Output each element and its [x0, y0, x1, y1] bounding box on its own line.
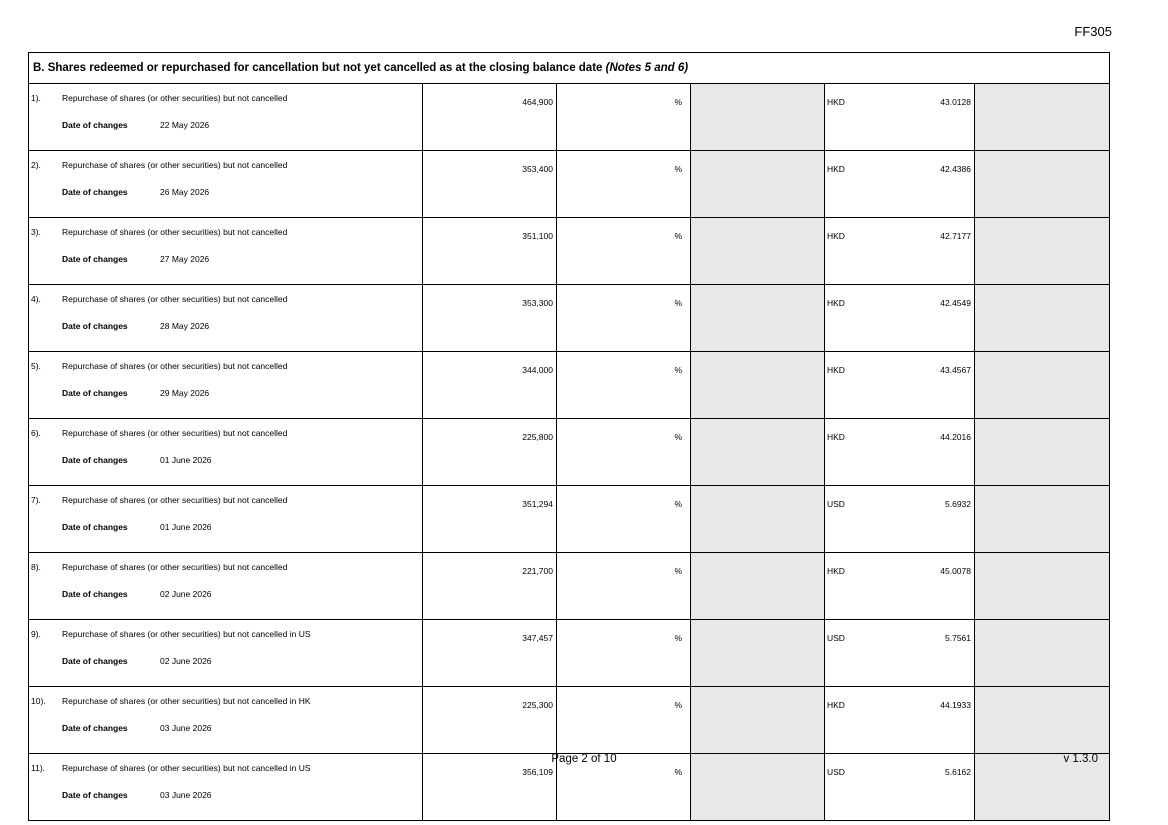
percent-cell [557, 84, 691, 151]
date-of-changes-label: Date of changes [62, 522, 128, 532]
row-number: 7). [31, 495, 41, 505]
date-of-changes-value: 27 May 2026 [160, 254, 210, 264]
table-row [29, 553, 1110, 620]
date-of-changes-label: Date of changes [62, 790, 128, 800]
date-of-changes-label: Date of changes [62, 455, 128, 465]
percent-cell [557, 151, 691, 218]
table-row [29, 486, 1110, 553]
price-value: 42.4549 [940, 298, 971, 308]
date-of-changes-label: Date of changes [62, 187, 128, 197]
shaded-cell [691, 486, 825, 553]
price-cell [825, 687, 975, 754]
shaded-cell [691, 84, 825, 151]
percent-symbol: % [674, 633, 682, 643]
price-cell [825, 352, 975, 419]
shares-cell [423, 151, 557, 218]
row-number: 1). [31, 93, 41, 103]
row-description: Repurchase of shares (or other securities) but not cancelled [62, 93, 288, 103]
shares-value: 351,294 [522, 499, 553, 509]
percent-cell [557, 486, 691, 553]
section-title [29, 53, 1110, 84]
row-description: Repurchase of shares (or other securities) but not cancelled [62, 361, 288, 371]
row-description: Repurchase of shares (or other securities) but not cancelled [62, 294, 288, 304]
date-of-changes-value: 29 May 2026 [160, 388, 210, 398]
percent-cell [557, 620, 691, 687]
percent-symbol: % [674, 432, 682, 442]
shaded-cell-end [975, 352, 1110, 419]
percent-symbol: % [674, 566, 682, 576]
currency-code: HKD [827, 365, 845, 375]
date-of-changes-value: 03 June 2026 [160, 790, 212, 800]
shaded-cell-end [975, 419, 1110, 486]
date-of-changes-label: Date of changes [62, 254, 128, 264]
date-of-changes-value: 22 May 2026 [160, 120, 210, 130]
shaded-cell [691, 419, 825, 486]
price-cell [825, 151, 975, 218]
shares-cell [423, 419, 557, 486]
currency-code: HKD [827, 298, 845, 308]
shares-value: 353,400 [522, 164, 553, 174]
row-description: Repurchase of shares (or other securities) but not cancelled [62, 562, 288, 572]
description-cell [29, 84, 423, 151]
description-cell [29, 352, 423, 419]
row-number: 11). [31, 763, 46, 773]
price-cell [825, 620, 975, 687]
row-number: 8). [31, 562, 41, 572]
percent-cell [557, 352, 691, 419]
percent-symbol: % [674, 164, 682, 174]
table-row [29, 84, 1110, 151]
date-of-changes-value: 03 June 2026 [160, 723, 212, 733]
table-row [29, 620, 1110, 687]
shares-value: 225,800 [522, 432, 553, 442]
shares-cell [423, 687, 557, 754]
table-row [29, 419, 1110, 486]
date-of-changes-value: 01 June 2026 [160, 522, 212, 532]
price-value: 5.7561 [945, 633, 971, 643]
shaded-cell-end [975, 620, 1110, 687]
currency-code: USD [827, 499, 845, 509]
price-value: 44.2016 [940, 432, 971, 442]
shaded-cell [691, 687, 825, 754]
percent-cell [557, 687, 691, 754]
percent-cell [557, 218, 691, 285]
percent-symbol: % [674, 499, 682, 509]
shares-cell [423, 84, 557, 151]
row-number: 3). [31, 227, 41, 237]
price-cell [825, 486, 975, 553]
shares-cell [423, 218, 557, 285]
table-row [29, 687, 1110, 754]
shaded-cell-end [975, 84, 1110, 151]
currency-code: HKD [827, 432, 845, 442]
shares-cell [423, 620, 557, 687]
description-cell [29, 687, 423, 754]
section-title-text: B. Shares redeemed or repurchased for cancellation but not yet cancelled as at the closing balance date [33, 62, 603, 74]
page-number: Page 2 of 10 [551, 753, 617, 765]
date-of-changes-value: 01 June 2026 [160, 455, 212, 465]
row-number: 2). [31, 160, 41, 170]
shaded-cell [691, 352, 825, 419]
currency-code: HKD [827, 231, 845, 241]
version-label: v 1.3.0 [1063, 753, 1098, 765]
shares-value: 225,300 [522, 700, 553, 710]
shaded-cell-end [975, 151, 1110, 218]
section-title-notes: (Notes 5 and 6) [605, 62, 689, 74]
shares-value: 347,457 [522, 633, 553, 643]
date-of-changes-label: Date of changes [62, 120, 128, 130]
price-value: 44.1933 [940, 700, 971, 710]
description-cell [29, 285, 423, 352]
date-of-changes-label: Date of changes [62, 723, 128, 733]
percent-symbol: % [674, 97, 682, 107]
shaded-cell-end [975, 218, 1110, 285]
shaded-cell-end [975, 285, 1110, 352]
price-value: 42.4386 [940, 164, 971, 174]
shares-value: 353,300 [522, 298, 553, 308]
currency-code: HKD [827, 700, 845, 710]
shares-value: 351,100 [522, 231, 553, 241]
row-description: Repurchase of shares (or other securities) but not cancelled [62, 428, 288, 438]
shares-value: 356,109 [522, 767, 553, 777]
date-of-changes-label: Date of changes [62, 656, 128, 666]
shares-value: 344,000 [522, 365, 553, 375]
percent-symbol: % [674, 700, 682, 710]
shaded-cell [691, 553, 825, 620]
percent-symbol: % [674, 767, 682, 777]
table-row [29, 218, 1110, 285]
date-of-changes-value: 26 May 2026 [160, 187, 210, 197]
row-number: 5). [31, 361, 41, 371]
shaded-cell-end [975, 687, 1110, 754]
row-description: Repurchase of shares (or other securities) but not cancelled [62, 495, 288, 505]
shares-cell [423, 486, 557, 553]
row-number: 10). [31, 696, 46, 706]
price-cell [825, 419, 975, 486]
percent-symbol: % [674, 298, 682, 308]
table-row [29, 151, 1110, 218]
price-value: 43.0128 [940, 97, 971, 107]
row-description: Repurchase of shares (or other securities) but not cancelled in US [62, 763, 311, 773]
shares-cell [423, 285, 557, 352]
percent-cell [557, 285, 691, 352]
shares-value: 221,700 [522, 566, 553, 576]
shares-value: 464,900 [522, 97, 553, 107]
price-cell [825, 285, 975, 352]
shaded-cell [691, 620, 825, 687]
table-row [29, 352, 1110, 419]
date-of-changes-value: 02 June 2026 [160, 656, 212, 666]
shares-cell [423, 352, 557, 419]
price-cell [825, 553, 975, 620]
date-of-changes-value: 28 May 2026 [160, 321, 210, 331]
price-value: 5.6932 [945, 499, 971, 509]
row-description: Repurchase of shares (or other securities) but not cancelled [62, 160, 288, 170]
shares-cell [423, 553, 557, 620]
date-of-changes-label: Date of changes [62, 589, 128, 599]
shaded-cell [691, 285, 825, 352]
section-title-row [29, 53, 1110, 84]
percent-cell [557, 553, 691, 620]
description-cell [29, 553, 423, 620]
price-cell [825, 84, 975, 151]
currency-code: HKD [827, 164, 845, 174]
percent-cell [557, 419, 691, 486]
percent-symbol: % [674, 365, 682, 375]
description-cell [29, 419, 423, 486]
row-number: 6). [31, 428, 41, 438]
shaded-cell-end [975, 553, 1110, 620]
price-value: 43.4567 [940, 365, 971, 375]
table-row [29, 285, 1110, 352]
currency-code: HKD [827, 566, 845, 576]
description-cell [29, 620, 423, 687]
percent-symbol: % [674, 231, 682, 241]
description-cell [29, 218, 423, 285]
row-number: 9). [31, 629, 41, 639]
row-description: Repurchase of shares (or other securities) but not cancelled in HK [62, 696, 311, 706]
price-cell [825, 218, 975, 285]
row-description: Repurchase of shares (or other securities) but not cancelled in US [62, 629, 311, 639]
date-of-changes-label: Date of changes [62, 388, 128, 398]
row-description: Repurchase of shares (or other securities) but not cancelled [62, 227, 288, 237]
repurchase-table [28, 52, 1110, 821]
shaded-cell [691, 218, 825, 285]
price-value: 45.0078 [940, 566, 971, 576]
description-cell [29, 151, 423, 218]
price-value: 42.7177 [940, 231, 971, 241]
date-of-changes-value: 02 June 2026 [160, 589, 212, 599]
shaded-cell-end [975, 486, 1110, 553]
form-code: FF305 [1074, 24, 1112, 39]
price-value: 5.6162 [945, 767, 971, 777]
date-of-changes-label: Date of changes [62, 321, 128, 331]
shaded-cell [691, 151, 825, 218]
description-cell [29, 486, 423, 553]
currency-code: USD [827, 767, 845, 777]
row-number: 4). [31, 294, 41, 304]
currency-code: USD [827, 633, 845, 643]
currency-code: HKD [827, 97, 845, 107]
